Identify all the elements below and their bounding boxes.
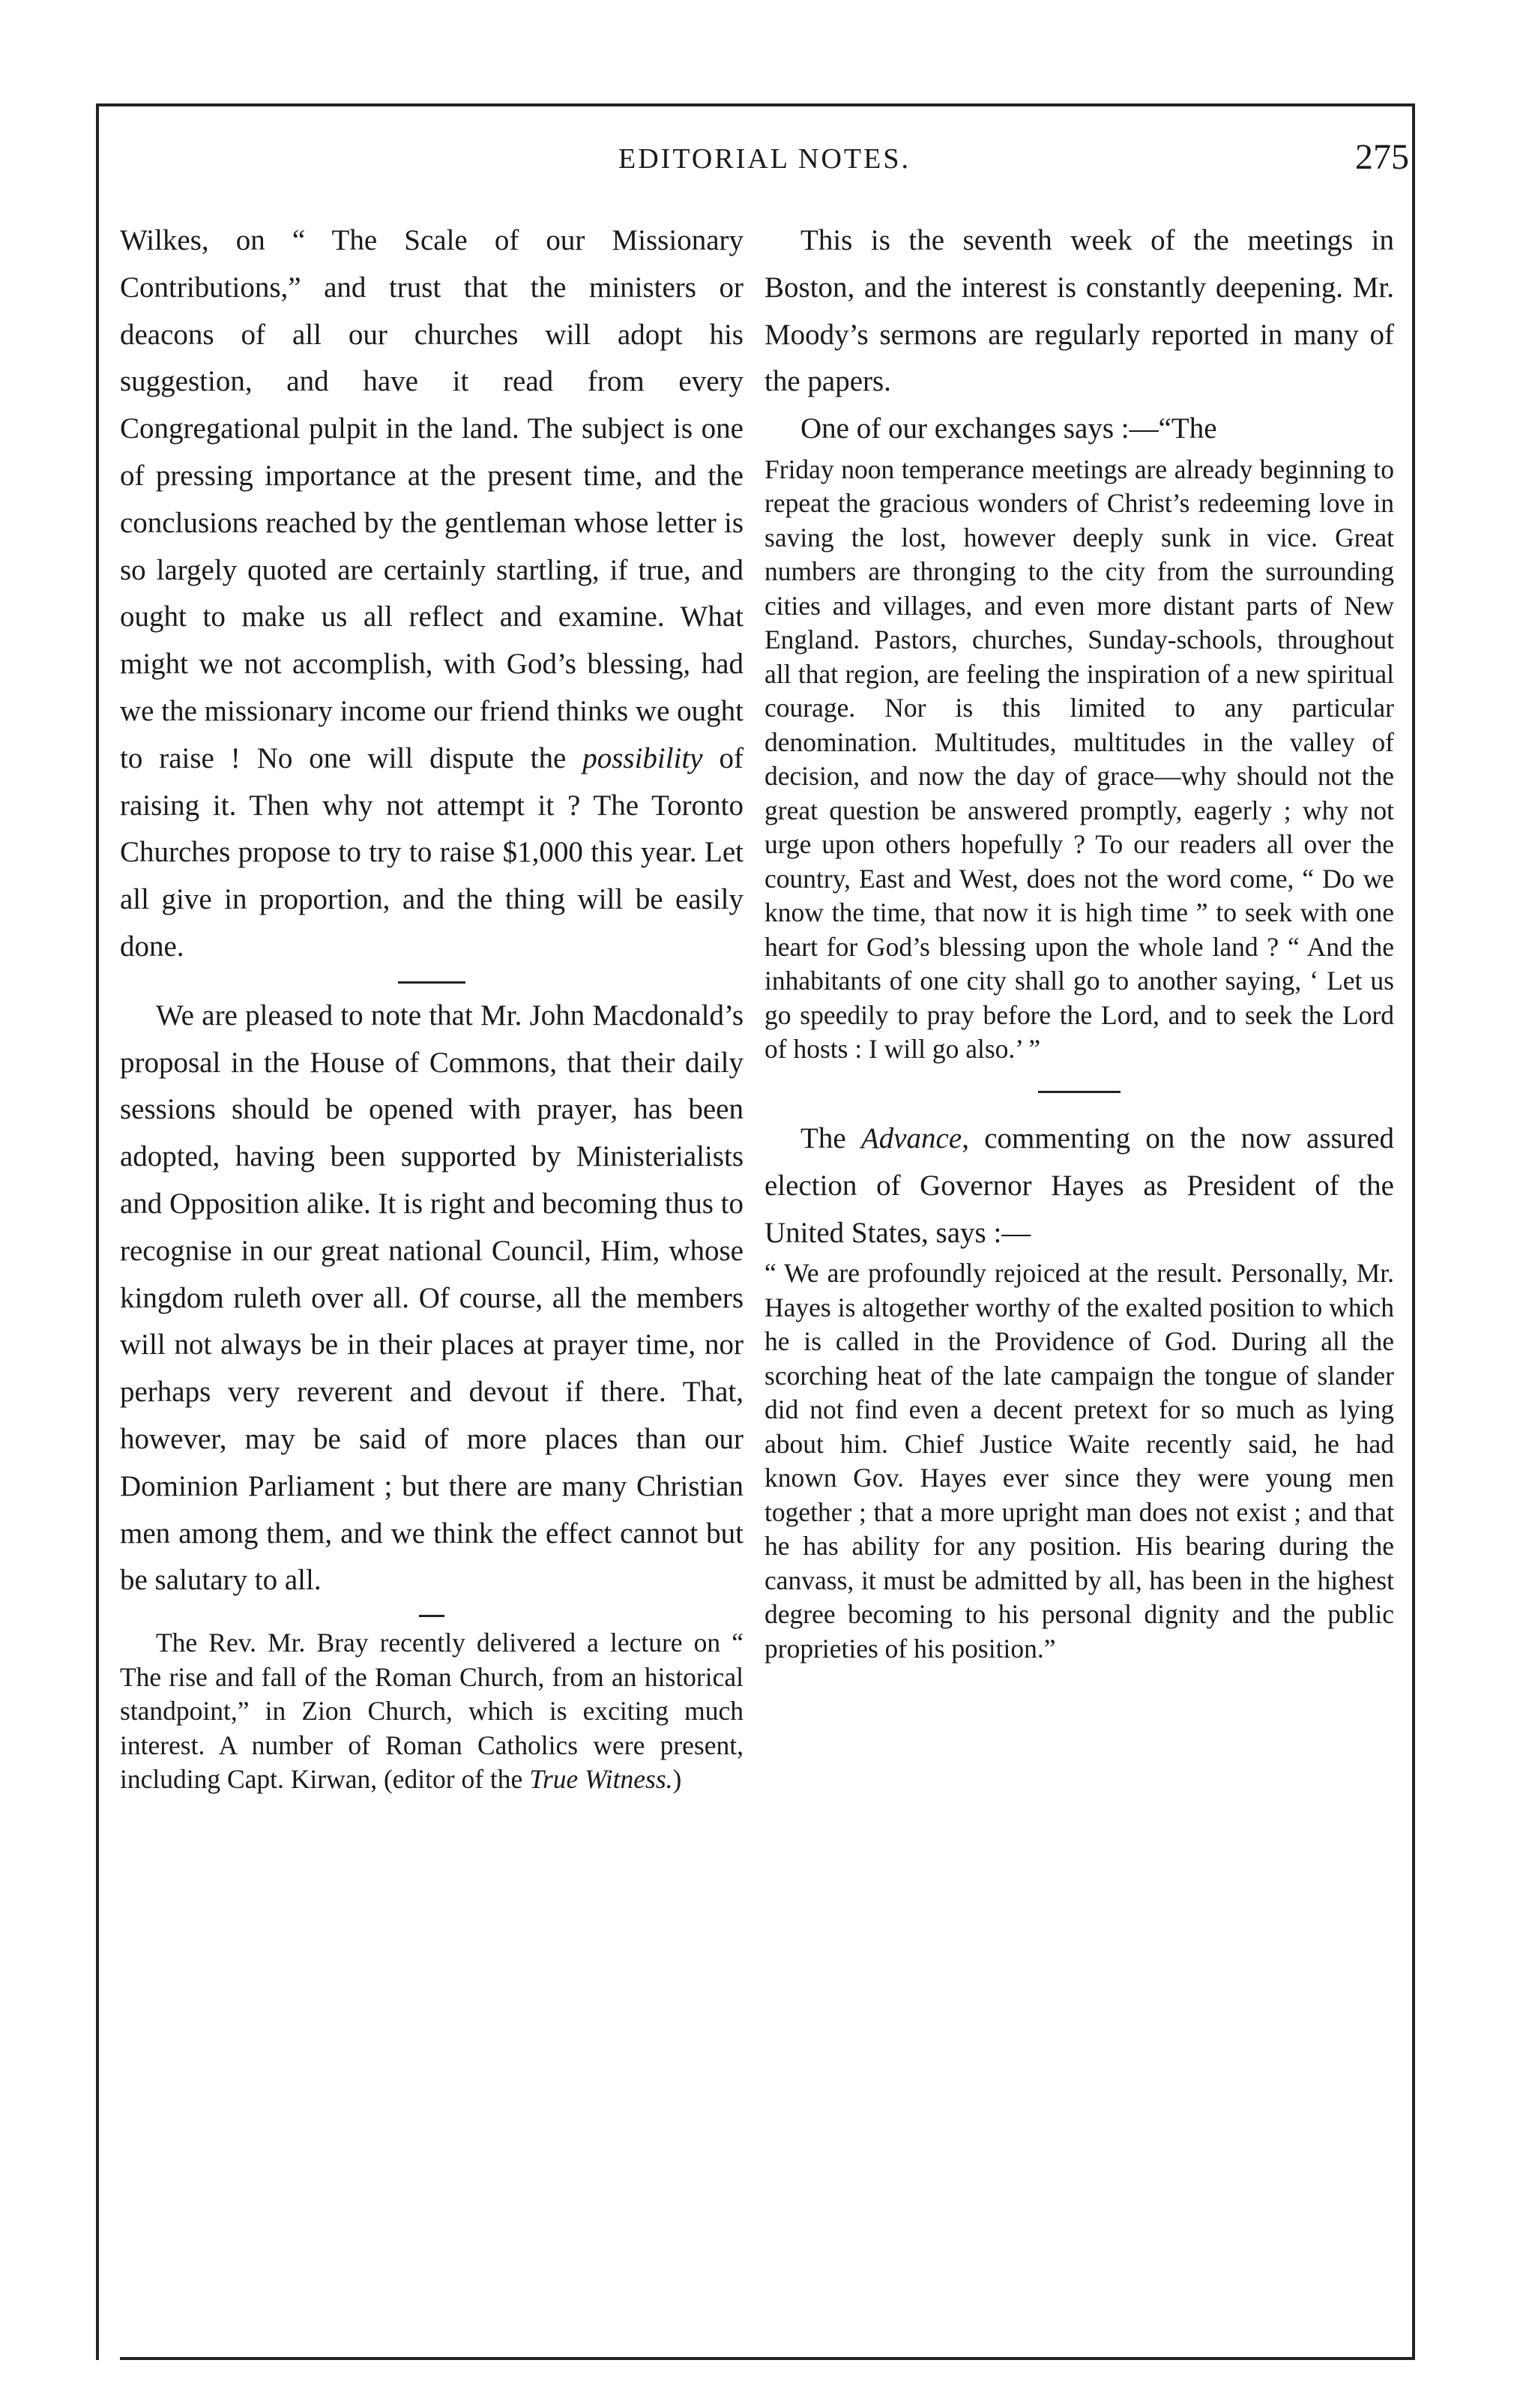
frame-rule-right <box>1412 103 1415 2360</box>
left-p3-italic: True Witness. <box>529 1764 673 1795</box>
left-p3-end: ) <box>672 1764 682 1795</box>
section-separator <box>419 1615 444 1617</box>
right-paragraph-2-intro: One of our exchanges says :—“The <box>800 412 1217 445</box>
left-paragraph-1 <box>120 217 744 971</box>
frame-rule-left <box>96 103 99 2360</box>
right-p3-italic: Advance <box>860 1122 962 1155</box>
frame-rule-bottom <box>120 2357 1415 2360</box>
right-paragraph-2-body: Friday noon temperance meetings are already beginning to repeat the gracious wonders of Christ’s redeeming love in saving the lost, however deeply sunk in vice. Great numbers are thronging to the city from the surrounding cities and villages, and even more distant parts of New England. Pastors, churches, Sunday-schools, throughout all that region, are feeling the inspiration of a new spiritual courage. Nor is this limited to any particular denomination. Multitudes, multitudes in the valley of decision, and now the day of grace—why should not the great question be answered promptly, eagerly ; why not urge upon others hopefully ? To our readers all over the country, East and West, does not the word come, “ Do we know the time, that now it is high time ” to seek with one heart for God’s blessing upon the whole land ? “ And the inhabitants of one city shall go to another saying, ‘ Let us go speedily to pray before the Lord, and to seek the Lord of hosts : I will go also.’ ” <box>764 454 1394 1065</box>
left-p1-end: of raising it. Then why not attempt it ? The Toronto Churches propose to try to raise $1,000 this year. Let all give in proportion, and the thing will be easily done. <box>120 741 744 963</box>
right-column <box>764 217 1394 1666</box>
spacer <box>764 1067 1394 1080</box>
spacer <box>764 1102 1394 1116</box>
section-separator <box>1038 1091 1121 1093</box>
section-separator <box>398 981 465 984</box>
right-paragraph-3-body: “ We are profoundly rejoiced at the result. Personally, Mr. Hayes is altogether worthy of the exalted position to which he is called in the Providence of God. During all the scorching heat of the late campaign the tongue of slander did not find even a decent pretext for so much as lying about him. Chief Justice Waite recently said, he had known Gov. Hayes ever since they were young men together ; that a more upright man does not exist ; and that he has ability for any position. His bearing during the canvass, it must be admitted by all, has been in the highest degree becoming to his personal dignity and the public proprieties of his position.” <box>764 1258 1394 1664</box>
page-header <box>120 137 1409 187</box>
left-paragraph-2: We are pleased to note that Mr. John Macdonald’s proposal in the House of Commons, that their daily sessions should be opened with prayer, has been adopted, having been supported by Ministerialists and Opposition alike. It is right and becoming thus to recognise in our great national Council, Him, whose kingdom ruleth over all. Of course, all the members will not always be in their places at prayer time, nor perhaps very reverent and devout if there. That, however, may be said of more places than our Dominion Parliament ; but there are many Christian men among them, and we think the effect cannot but be salutary to all. <box>120 999 744 1597</box>
right-paragraph-3-intro <box>764 1116 1394 1256</box>
running-title: EDITORIAL NOTES. <box>618 143 911 175</box>
page-number: 275 <box>1355 137 1409 177</box>
left-p1-text: Wilkes, on “ The Scale of our Missionary Contributions,” and trust that the ministers or deacons of all our churches will adopt his suggestion, and have it read from every Congregational pulpit in the land. The subject is one of pressing importance at the present time, and the conclusions reached by the gentleman whose letter is so largely quoted are certainly startling, if true, and ought to make us all reflect and examine. What might we not accomplish, with God’s blessing, had we the missionary income our friend thinks we ought to raise ! No one will dispute the <box>120 224 744 774</box>
left-p1-italic: possibility <box>582 741 703 774</box>
left-paragraph-3 <box>120 1626 744 1797</box>
right-p3-start: , commenting on the now assured election of Governor Hayes as President of the United States, says :— <box>764 1122 1395 1249</box>
right-p3-lead: The <box>800 1122 846 1155</box>
frame-rule-top <box>96 103 1415 106</box>
right-paragraph-1: This is the seventh week of the meetings in Boston, and the interest is constantly deepening. Mr. Moody’s sermons are regularly reported in many of the papers. <box>764 224 1394 398</box>
left-column <box>120 217 744 1797</box>
left-p3-text: The Rev. Mr. Bray recently delivered a lecture on “ The rise and fall of the Roman Church, from an historical standpoint,” in Zion Church, which is exciting much interest. A number of Roman Catholics were present, including Capt. Kirwan, (editor of the <box>120 1628 744 1795</box>
